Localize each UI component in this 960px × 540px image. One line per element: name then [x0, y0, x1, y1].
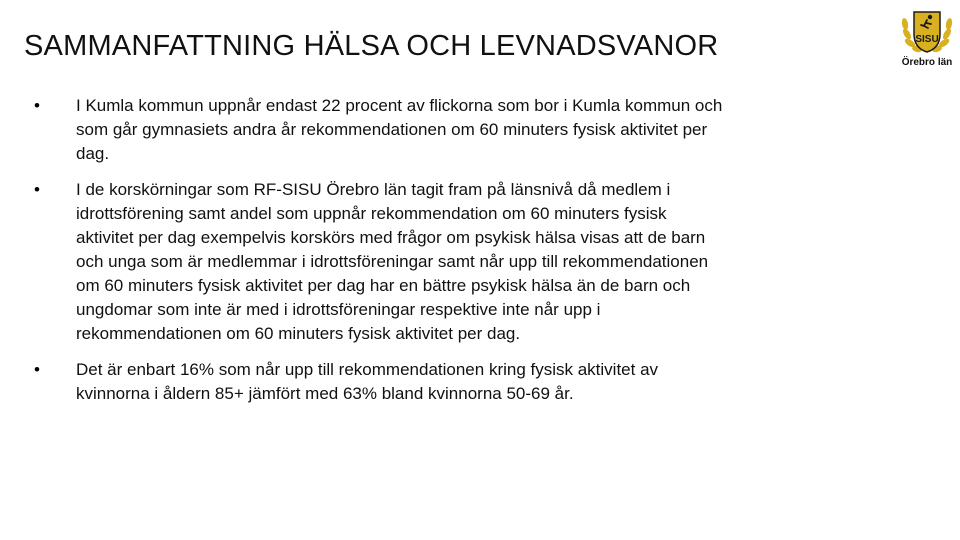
sisu-logo — [896, 4, 958, 72]
logo-wordmark: SISU — [915, 34, 939, 45]
bullet-icon: • — [34, 180, 40, 199]
bullet-item — [34, 94, 724, 166]
bullet-item — [34, 178, 724, 346]
bullet-icon: • — [34, 96, 40, 115]
bullet-text: I Kumla kommun uppnår endast 22 procent av flickorna som bor i Kumla kommun och som går gymnasiets andra år rekommendationen om 60 minuters fysisk aktivitet per dag. — [76, 96, 723, 163]
bullet-icon: • — [34, 360, 40, 379]
bullet-item — [34, 358, 724, 406]
sisu-emblem-icon — [896, 4, 958, 56]
bullet-list — [34, 94, 724, 418]
slide-title: SAMMANFATTNING HÄLSA OCH LEVNADSVANOR — [24, 30, 719, 62]
bullet-text: Det är enbart 16% som når upp till rekommendationen kring fysisk aktivitet av kvinnorna i åldern 85+ jämfört med 63% bland kvinnorna 50-69 år. — [76, 360, 659, 403]
bullet-text: I de korskörningar som RF-SISU Örebro län tagit fram på länsnivå då medlem i idrottsförening samt andel som uppnår rekommendation om 60 minuters fysisk aktivitet per dag exempelvis korskörs med frågor om psykisk hälsa visas att de barn och unga som är medlemmar i idrottsföreningar samt når upp till rekommendationen om 60 minuters fysisk aktivitet per dag har en bättre psykisk hälsa än de barn och ungdomar som inte är med i idrottsföreningar respektive inte når upp i rekommendationen om 60 minuters fysisk aktivitet per dag. — [76, 180, 709, 343]
logo-caption: Örebro län — [901, 57, 953, 68]
